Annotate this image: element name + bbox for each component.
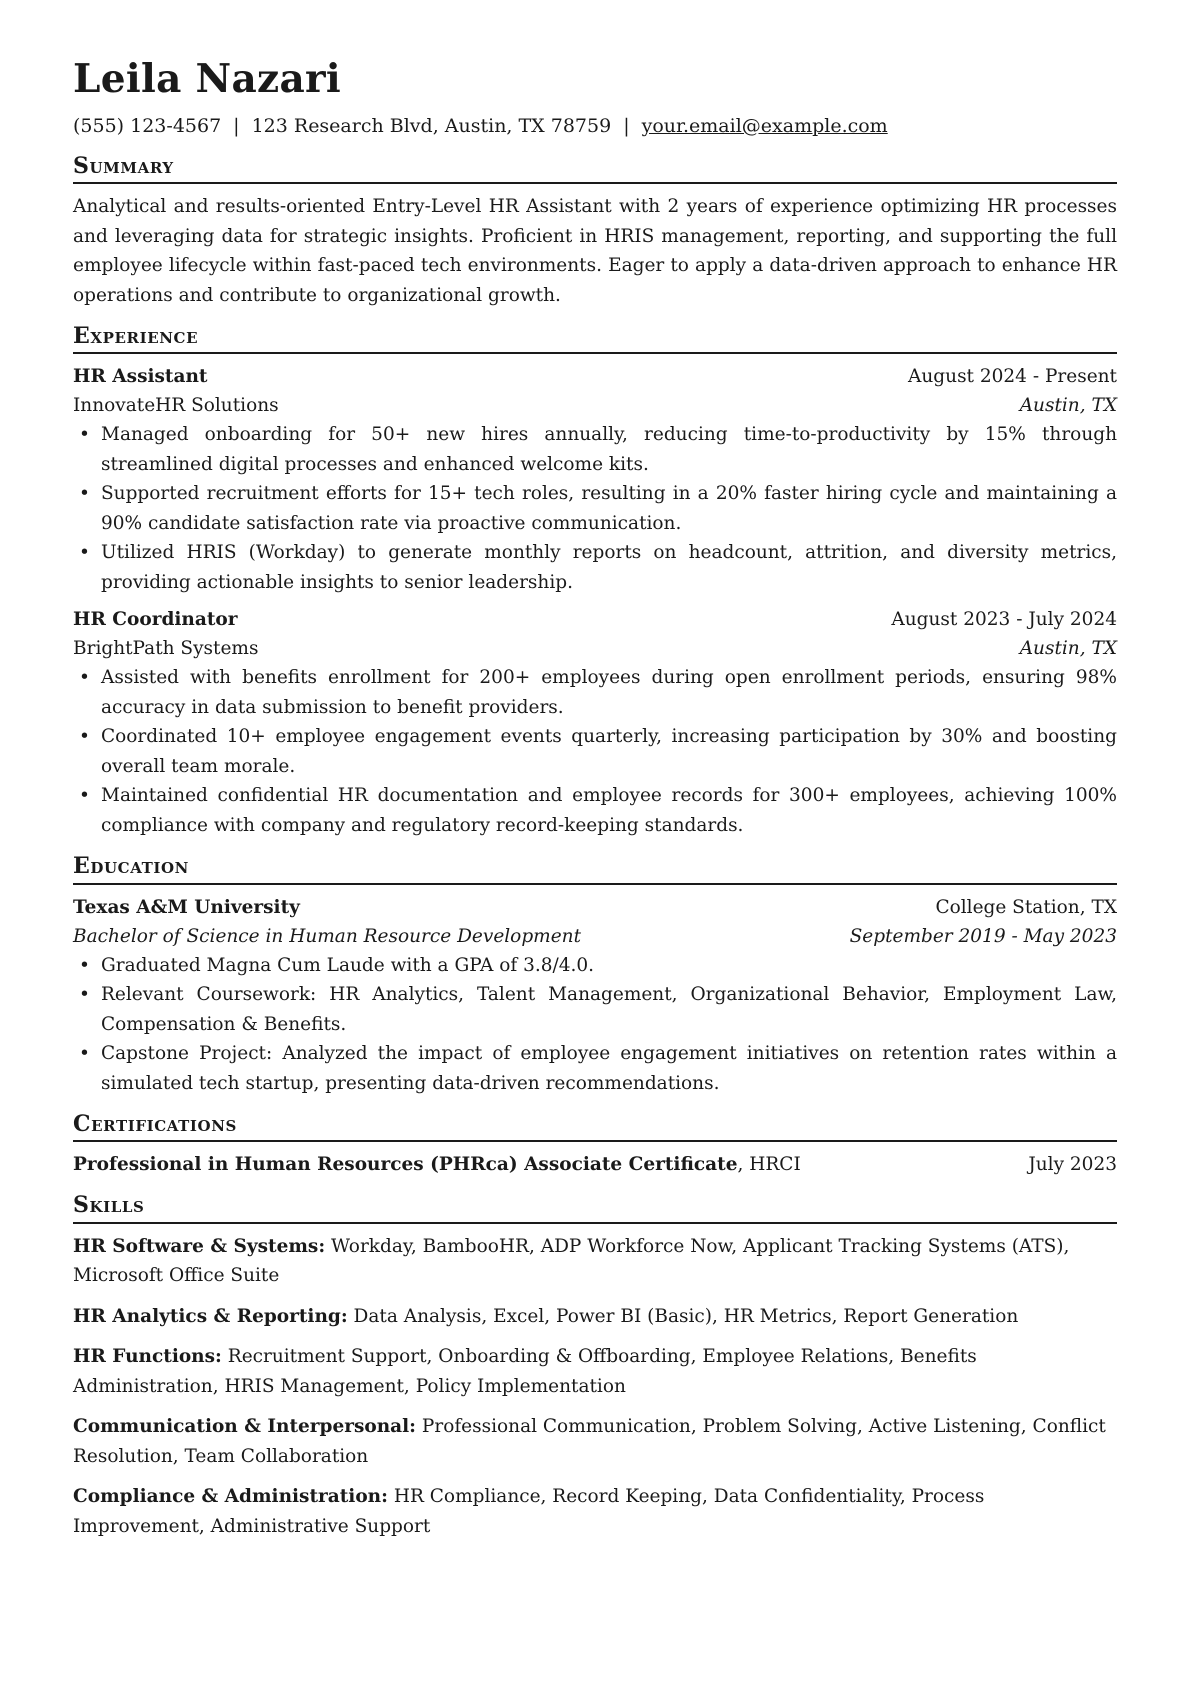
bullet-icon: •	[79, 424, 90, 446]
job-header-row	[73, 362, 1117, 391]
bullet-icon: •	[79, 984, 90, 1006]
skill-label: HR Functions:	[73, 1346, 222, 1368]
bullet-text: Capstone Project: Analyzed the impact of employee engagement initiatives on retention rates within a simulated tech startup, presenting data-driven recommendations.	[101, 1043, 1117, 1094]
skill-group	[73, 1232, 1117, 1291]
skill-group	[73, 1342, 1117, 1401]
job-company-row	[73, 634, 1117, 663]
bullet-text: Graduated Magna Cum Laude with a GPA of 3.8/4.0.	[101, 954, 595, 976]
skill-text: Recruitment Support, Onboarding & Offboarding, Employee Relations, Benefits Administration, HRIS Management, Policy Implementation	[73, 1346, 977, 1397]
job-bullet-list	[73, 663, 1117, 840]
skill-label: Compliance & Administration:	[73, 1486, 388, 1508]
section-title-certifications: Certifications	[73, 1112, 1117, 1142]
bullet-icon: •	[79, 785, 90, 807]
list-item	[73, 980, 1117, 1039]
summary-text: Analytical and results-oriented Entry-Level HR Assistant with 2 years of experience optimizing HR processes and leveraging data for strategic insights. Proficient in HRIS management, reporting, and supporting the full employee lifecycle within fast-paced tech environments. Eager to apply a data-driven approach to enhance HR operations and contribute to organizational growth.	[73, 196, 1117, 306]
list-item	[73, 479, 1117, 538]
list-item	[73, 951, 1117, 981]
address: 123 Research Blvd, Austin, TX 78759	[251, 115, 612, 137]
job-company: InnovateHR Solutions	[73, 395, 279, 417]
degree-name: Bachelor of Science in Human Resource Development	[73, 925, 582, 947]
skill-group	[73, 1302, 1117, 1332]
skill-label: HR Analytics & Reporting:	[73, 1305, 348, 1327]
skill-text: Data Analysis, Excel, Power BI (Basic), HR Metrics, Report Generation	[347, 1305, 1019, 1327]
candidate-name: Leila Nazari	[73, 56, 342, 102]
experience-entry	[73, 362, 1117, 597]
job-dates: August 2024 - Present	[908, 366, 1117, 388]
degree-row	[73, 922, 1117, 951]
skill-text: Workday, BambooHR, ADP Workforce Now, Applicant Tracking Systems (ATS), Microsoft Office Suite	[73, 1235, 1070, 1287]
skill-label: HR Software & Systems:	[73, 1235, 326, 1257]
section-title-experience: Experience	[73, 324, 1117, 354]
job-header-row	[73, 605, 1117, 634]
bullet-text: Managed onboarding for 50+ new hires annually, reducing time-to-productivity by 15% through streamlined digital processes and enhanced welcome kits.	[101, 424, 1117, 475]
education-bullet-list	[73, 951, 1117, 1099]
bullet-text: Coordinated 10+ employee engagement events quarterly, increasing participation by 30% and boosting overall team morale.	[101, 726, 1117, 777]
experience-entry	[73, 605, 1117, 840]
job-company: BrightPath Systems	[73, 638, 259, 660]
bullet-icon: •	[79, 483, 90, 505]
skill-group	[73, 1482, 1117, 1541]
list-item	[73, 538, 1117, 597]
bullet-icon: •	[79, 954, 90, 976]
bullet-text: Relevant Coursework: HR Analytics, Talent Management, Organizational Behavior, Employment Law, Compensation & Benefits.	[101, 984, 1117, 1035]
list-item	[73, 722, 1117, 781]
job-role: HR Coordinator	[73, 609, 238, 631]
phone-number: (555) 123-4567	[73, 115, 222, 137]
list-item	[73, 781, 1117, 840]
list-item	[73, 663, 1117, 722]
certification-row	[73, 1150, 1117, 1179]
school-row	[73, 893, 1117, 922]
education-dates: September 2019 - May 2023	[849, 925, 1117, 947]
certification-issuer: , HRCI	[737, 1154, 801, 1176]
job-company-row	[73, 391, 1117, 420]
bullet-icon: •	[79, 726, 90, 748]
certification-name: Professional in Human Resources (PHRca) Associate Certificate	[73, 1154, 738, 1176]
skill-text: Professional Communication, Problem Solving, Active Listening, Conflict Resolution, Team Collaboration	[73, 1416, 1106, 1467]
job-location: Austin, TX	[1019, 395, 1117, 417]
separator: |	[623, 115, 630, 137]
skill-group	[73, 1412, 1117, 1471]
certification-date: July 2023	[1028, 1154, 1117, 1176]
email-link[interactable]: your.email@example.com	[641, 115, 888, 137]
school-location: College Station, TX	[935, 896, 1117, 918]
bullet-text: Assisted with benefits enrollment for 200+ employees during open enrollment periods, ensuring 98% accuracy in data submission to benefit providers.	[101, 667, 1117, 718]
job-dates: August 2023 - July 2024	[891, 609, 1117, 631]
separator: |	[233, 115, 240, 137]
skill-label: Communication & Interpersonal:	[73, 1416, 417, 1438]
list-item	[73, 420, 1117, 479]
list-item	[73, 1039, 1117, 1098]
skill-text: HR Compliance, Record Keeping, Data Confidentiality, Process Improvement, Administrative Support	[73, 1486, 985, 1537]
section-title-skills: Skills	[73, 1193, 1117, 1223]
school-name: Texas A&M University	[73, 896, 300, 918]
job-location: Austin, TX	[1019, 638, 1117, 660]
job-role: HR Assistant	[73, 366, 208, 388]
section-title-summary: Summary	[73, 154, 1117, 184]
contact-line	[73, 115, 1117, 138]
bullet-text: Maintained confidential HR documentation and employee records for 300+ employees, achieving 100% compliance with company and regulatory record-keeping standards.	[101, 785, 1117, 836]
bullet-icon: •	[79, 1043, 90, 1065]
bullet-icon: •	[79, 667, 90, 689]
certification-text	[73, 1150, 801, 1179]
bullet-text: Supported recruitment efforts for 15+ tech roles, resulting in a 20% faster hiring cycle and maintaining a 90% candidate satisfaction rate via proactive communication.	[101, 483, 1117, 534]
job-bullet-list	[73, 420, 1117, 597]
bullet-icon: •	[79, 542, 90, 564]
bullet-text: Utilized HRIS (Workday) to generate monthly reports on headcount, attrition, and diversity metrics, providing actionable insights to senior leadership.	[101, 542, 1117, 593]
section-title-education: Education	[73, 854, 1117, 884]
education-entry	[73, 893, 1117, 1099]
